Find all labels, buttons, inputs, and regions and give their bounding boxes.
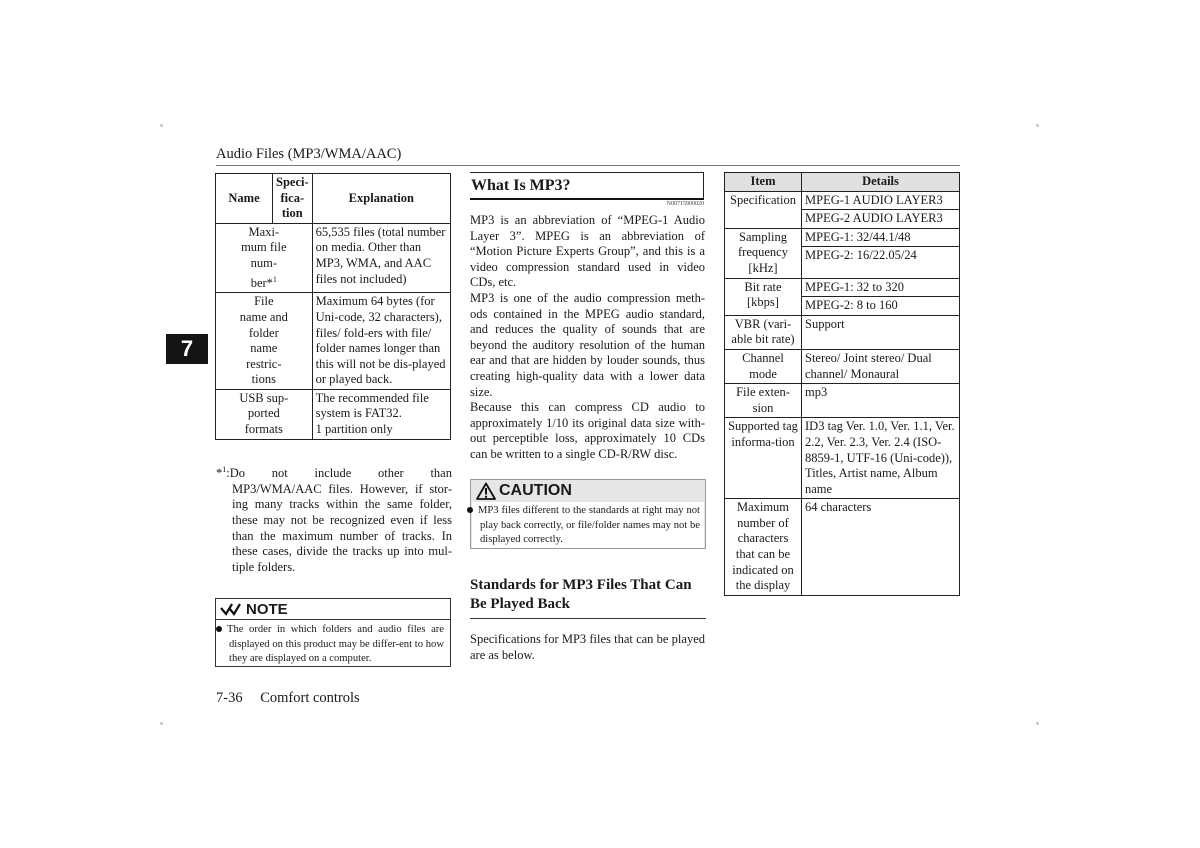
subsection-title: Standards for MP3 Files That Can Be Played Back xyxy=(470,577,692,612)
table-row xyxy=(216,223,451,293)
table-row xyxy=(725,418,960,499)
footnote xyxy=(216,462,452,575)
detail-value: Support xyxy=(805,316,845,331)
row-item: Maximum number of characters that can be indicated on the display xyxy=(725,499,802,596)
footnote-first-line: *$^1$:Do not include other than xyxy=(216,465,452,481)
row-explanation: Maximum 64 bytes (for Uni-code, 32 characters), files/ fold-ers with file/ folder names longer than this will not be dis-played or played back. xyxy=(312,293,450,390)
detail-value: mp3 xyxy=(805,385,828,400)
table-row xyxy=(725,499,960,596)
caution-box xyxy=(470,479,706,549)
table-row xyxy=(725,384,960,418)
detail-value: MPEG-1: 32/44.1/48 xyxy=(805,229,911,244)
row-details xyxy=(802,499,960,596)
subsection-rule xyxy=(470,618,706,619)
table-row xyxy=(725,315,960,349)
running-head: Audio Files (MP3/WMA/AAC) xyxy=(216,146,402,162)
row-item: Sampling frequency [kHz] xyxy=(725,228,802,278)
section-body xyxy=(470,213,705,463)
table-row xyxy=(725,278,960,315)
row-details xyxy=(802,418,960,499)
row-explanation: 65,535 files (total number on media. Other than MP3, WMA, and AAC files not included) xyxy=(312,223,450,293)
table-row xyxy=(725,228,960,278)
mp3-standards-table xyxy=(724,172,960,596)
crop-mark xyxy=(1036,124,1039,127)
detail-value: ID3 tag Ver. 1.0, Ver. 1.1, Ver. 2.2, Ver. 2.3, Ver. 2.4 (ISO-8859-1, UTF-16 (Uni-code)), Titles, Artist name, Album name xyxy=(805,419,955,496)
note-header xyxy=(216,599,450,620)
table-row xyxy=(725,191,960,228)
subsection-text: Specifications for MP3 files that can be played are as below. xyxy=(470,632,705,662)
note-check-icon xyxy=(220,602,242,616)
row-details xyxy=(802,384,960,418)
row-item: Specification xyxy=(725,191,802,228)
row-explanation: The recommended file system is FAT32. 1 partition only xyxy=(312,389,450,439)
bullet-icon xyxy=(467,507,473,513)
section-code: N00715900020 xyxy=(666,201,704,207)
warning-triangle-icon xyxy=(476,482,496,500)
paragraph: Because this can compress CD audio to approximately 1/10 its original data size with-out perceptible loss, approximately 10 CDs can be written to a single CD-R/RW disc. xyxy=(470,400,705,461)
table-row xyxy=(216,389,451,439)
detail-value: Stereo/ Joint stereo/ Dual channel/ Monaural xyxy=(805,350,932,381)
detail-value: MPEG-1 AUDIO LAYER3 xyxy=(805,192,943,207)
row-item: Channel mode xyxy=(725,349,802,383)
col-header-specification: Speci- fica- tion xyxy=(273,174,313,224)
detail-value: MPEG-2 AUDIO LAYER3 xyxy=(802,209,959,228)
paragraph: MP3 is an abbreviation of “MPEG-1 Audio Layer 3”. MPEG is an abbreviation of “Motion Picture Experts Group”, and this is a video compression standard used in video CDs, etc. xyxy=(470,213,705,290)
row-details xyxy=(802,228,960,278)
paragraph: MP3 is one of the audio compression meth-ods contained in the MPEG audio standard, and reduces the quality of sounds that are beyond the auditory resolution of the human ear and that are hidden by louder sounds, thus creating high-quality data with a lower data size. xyxy=(470,290,705,399)
row-name: USB sup- ported formats xyxy=(216,389,313,439)
section-title: What Is MP3? xyxy=(470,172,704,200)
crop-mark xyxy=(1036,722,1039,725)
detail-value: MPEG-2: 8 to 160 xyxy=(802,296,959,315)
caution-title: CAUTION xyxy=(499,482,572,499)
page-number: 7-36 xyxy=(216,690,243,706)
row-name: Maxi- mum file num- ber*$^1$ xyxy=(216,223,313,293)
row-details xyxy=(802,191,960,228)
footer-section-name: Comfort controls xyxy=(260,690,360,706)
crop-mark xyxy=(160,124,163,127)
row-details xyxy=(802,349,960,383)
row-item: File exten-sion xyxy=(725,384,802,418)
chapter-tab: 7 xyxy=(166,334,208,364)
crop-mark xyxy=(160,722,163,725)
col-header-name: Name xyxy=(216,174,273,224)
row-details xyxy=(802,315,960,349)
col-header-details: Details xyxy=(802,173,960,192)
note-box xyxy=(215,598,451,667)
caution-header xyxy=(471,480,705,502)
row-item: VBR (vari-able bit rate) xyxy=(725,315,802,349)
detail-value: MPEG-1: 32 to 320 xyxy=(805,279,904,294)
page-footer xyxy=(216,690,360,707)
caution-item: MP3 files different to the standards at right may not play back correctly, or file/folder names may not be displayed correctly. xyxy=(472,502,704,548)
detail-value: 64 characters xyxy=(805,500,872,515)
note-title: NOTE xyxy=(246,600,288,618)
header-rule xyxy=(216,165,960,166)
table-row xyxy=(725,349,960,383)
file-limits-table xyxy=(215,173,451,440)
col-header-explanation: Explanation xyxy=(312,174,450,224)
row-name: File name and folder name restric- tions xyxy=(216,293,313,390)
row-item: Bit rate [kbps] xyxy=(725,278,802,315)
bullet-icon xyxy=(216,626,222,632)
footnote-text: MP3/WMA/AAC files. However, if stor-ing many tracks within the same folder, these may not be recognized even if less than the maximum number of tracks. In these cases, divide the tracks up into mul-tiple folders. xyxy=(232,481,452,574)
col-header-item: Item xyxy=(725,173,802,192)
detail-value: MPEG-2: 16/22.05/24 xyxy=(802,246,959,265)
note-item: The order in which folders and audio files are displayed on this product may be differ-ent to how they are displayed on a computer. xyxy=(216,620,450,667)
table-row xyxy=(216,293,451,390)
row-details xyxy=(802,278,960,315)
row-item: Supported tag informa-tion xyxy=(725,418,802,499)
